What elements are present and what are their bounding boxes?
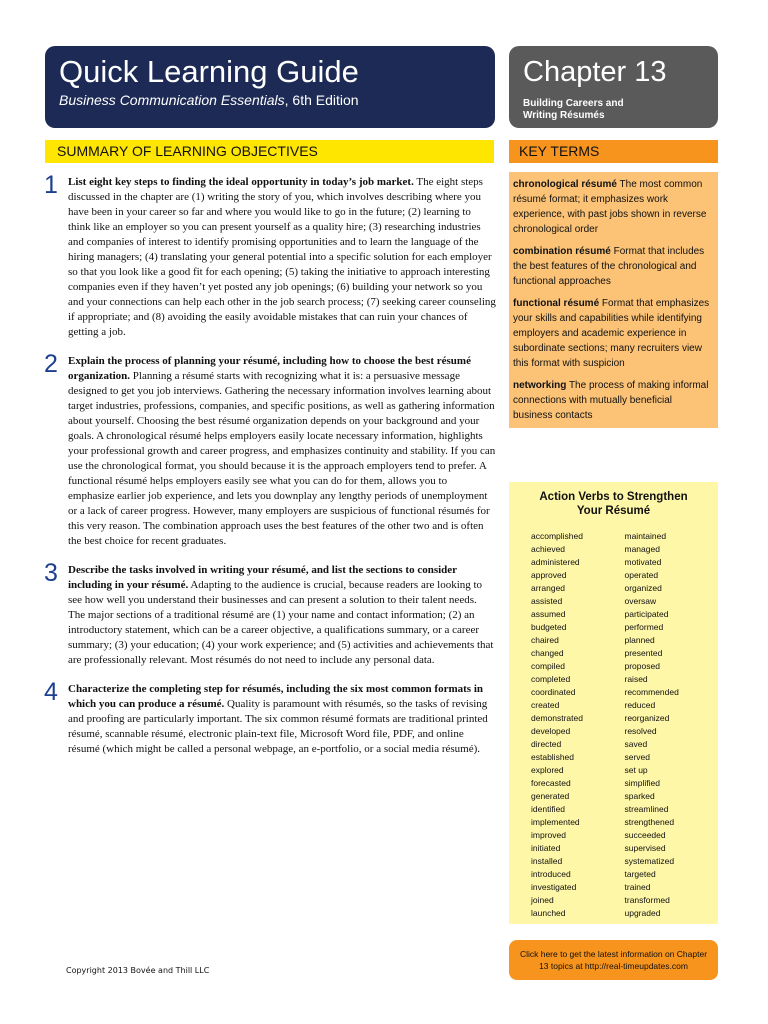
objective-text <box>68 682 496 757</box>
action-verb: supervised <box>624 843 666 853</box>
key-term <box>513 378 714 423</box>
term-definition: The most common résumé format; it emphasizes work experience, with past jobs shown in reverse chronological order <box>513 179 707 235</box>
action-verb: proposed <box>624 661 660 671</box>
guide-header <box>45 46 495 128</box>
action-verb: maintained <box>624 531 667 541</box>
action-verb: presented <box>624 648 663 658</box>
action-verb: administered <box>531 557 580 567</box>
real-time-updates-link[interactable] <box>509 940 718 980</box>
term-name: combination résumé <box>513 246 611 257</box>
cta-line2: 13 topics at http://real-timeupdates.com <box>539 961 688 971</box>
objective-body: Adapting to the audience is crucial, because readers are looking to see how well you understand their businesses and can present a solution to their talent needs. The major sections of a traditional résumé are (1) your name and contact information; (2) an introductory statement, which can be a career objective, a qualifications summary, or a career summary; (3) your education; (4) your work experience; and (5) activities and achievements that are professionally relevant. Most résumés do not need to include any personal data. <box>68 579 494 666</box>
action-verb: generated <box>531 791 570 801</box>
action-verb: targeted <box>624 869 656 879</box>
guide-title: Quick Learning Guide <box>59 54 359 89</box>
action-verb: changed <box>531 648 564 658</box>
action-verbs-heading-line2: Your Résumé <box>576 505 651 517</box>
action-verbs-column-2 <box>625 530 719 920</box>
action-verb: investigated <box>531 882 577 892</box>
action-verb: assumed <box>531 609 566 619</box>
cta-line1: Click here to get the latest information on Chapter <box>519 949 708 959</box>
action-verb: assisted <box>531 596 563 606</box>
action-verb: reorganized <box>624 713 670 723</box>
action-verb: developed <box>531 726 571 736</box>
term-definition: Format that emphasizes your skills and capabilities while identifying employers and academic experience in subordinate sections; many recruiters view this format with suspicion <box>513 298 710 369</box>
action-verb: approved <box>531 570 567 580</box>
objective-number: 4 <box>44 678 58 706</box>
action-verb: chaired <box>531 635 559 645</box>
action-verb: organized <box>624 583 662 593</box>
objective-lead: Explain the process of planning your résumé, including how to choose the best résumé organization. <box>68 355 471 382</box>
action-verb: oversaw <box>624 596 657 606</box>
action-verb: served <box>624 752 651 762</box>
term-name: functional résumé <box>513 298 600 309</box>
chapter-subtitle <box>523 98 704 122</box>
objective-body: Planning a résumé starts with recognizing what it is: a persuasive message designed to get you job interviews. Gathering the necessary information involves learning about target industries, professions, companies, and specific positions, as well as gathering information about yourself. Choosing the best résumé organization depends on your background and your goals. A chronological résumé helps employers easily locate necessary information, highlights your professional growth and career progress, and emphasizes continuity and stability. If you can use the chronological format, you should because it is the approach employers tend to prefer. A functional résumé helps employers easily see what you can do for them, allows you to emphasize earlier job experience, and lets you downplay any lengthy periods of unemployment or a lack of career progress. However, many employers are suspicious of functional résumés for this very reason. The combination approach uses the best features of the other two and is often the best choice for recent graduates. <box>68 370 496 547</box>
action-verb: performed <box>624 622 664 632</box>
objective-lead: Characterize the completing step for résumés, including the six most common formats in which you can produce a résumé. <box>68 683 483 710</box>
action-verb: sparked <box>624 791 655 801</box>
objective-number: 2 <box>44 350 58 378</box>
objective-text <box>68 354 496 549</box>
action-verbs-heading <box>509 482 718 526</box>
chapter-subtitle-line2: Writing Résumés <box>523 110 605 121</box>
objective-lead: Describe the tasks involved in writing your résumé, and list the sections to consider including in your résumé. <box>68 564 457 591</box>
action-verb: transformed <box>624 895 670 905</box>
action-verb: identified <box>531 804 566 814</box>
action-verb: streamlined <box>624 804 669 814</box>
action-verb: recommended <box>624 687 679 697</box>
objective-item <box>44 350 496 549</box>
objective-body: Quality is paramount with résumés, so the tasks of revising and proofing are particularly important. The six common résumé formats are traditional printed résumé, scannable résumé, electronic plain-text file, Microsoft Word file, PDF, and online résumé (which might be called a personal webpage, an e-portfolio, or a social media résumé). <box>68 698 488 755</box>
action-verb: improved <box>531 830 566 840</box>
action-verb: simplified <box>624 778 660 788</box>
action-verb: established <box>531 752 575 762</box>
term-name: networking <box>513 380 567 391</box>
action-verb: initiated <box>531 843 561 853</box>
action-verb: completed <box>531 674 571 684</box>
objective-item <box>44 678 496 757</box>
action-verb: explored <box>531 765 564 775</box>
term-definition: Format that includes the best features of the chronological and functional approaches <box>513 246 705 287</box>
book-title: Business Communication Essentials <box>59 92 285 108</box>
objective-item <box>44 559 496 668</box>
action-verb: systematized <box>624 856 675 866</box>
action-verbs-heading-line1: Action Verbs to Strengthen <box>539 491 688 503</box>
action-verb: achieved <box>531 544 566 554</box>
key-terms-box <box>509 172 718 428</box>
action-verb: directed <box>531 739 562 749</box>
objectives-list <box>44 171 496 771</box>
action-verb: demonstrated <box>531 713 583 723</box>
action-verbs-column-1 <box>531 530 625 920</box>
chapter-number: Chapter 13 <box>523 56 667 88</box>
key-terms-banner: KEY TERMS <box>509 140 718 163</box>
action-verb: introduced <box>531 869 571 879</box>
objectives-banner: SUMMARY OF LEARNING OBJECTIVES <box>45 140 494 163</box>
objective-body: The eight steps discussed in the chapter are (1) writing the story of you, which involves describing where you have been in your career so far and where you would like to go in the future; (2) learning to think like an employer so you can present yourself as a quality hire; (3) researching industries and companies of interest to identify promising opportunities and to learn the language of the hiring managers; (4) translating your general potential into a specific solution for each employer so that you look like a good fit for each opening; (5) taking the initiative to approach interesting companies even if they haven’t yet posted any job openings; (6) building your network so you and your connections can help each other in the job search process; (7) seeking career counseling if appropriate; and (8) avoiding the easily avoidable mistakes that can ruin your chances of getting a job. <box>68 176 496 338</box>
action-verb: motivated <box>624 557 662 567</box>
objective-item <box>44 171 496 340</box>
action-verb: forecasted <box>531 778 571 788</box>
action-verb: joined <box>531 895 554 905</box>
action-verb: succeeded <box>624 830 666 840</box>
action-verb: managed <box>624 544 660 554</box>
edition: , 6th Edition <box>284 92 359 108</box>
action-verb: trained <box>624 882 651 892</box>
action-verb: planned <box>624 635 655 645</box>
objective-text <box>68 563 496 668</box>
action-verb: arranged <box>531 583 566 593</box>
term-definition: The process of making informal connections with mutually beneficial business contacts <box>513 380 709 421</box>
chapter-subtitle-line1: Building Careers and <box>523 98 624 109</box>
action-verb: accomplished <box>531 531 583 541</box>
action-verb: operated <box>624 570 659 580</box>
objective-lead: List eight key steps to finding the ideal opportunity in today’s job market. <box>68 176 414 188</box>
action-verb: budgeted <box>531 622 567 632</box>
objective-text <box>68 175 496 340</box>
key-term <box>513 177 714 237</box>
key-term <box>513 244 714 289</box>
objective-number: 1 <box>44 171 58 199</box>
key-term <box>513 296 714 371</box>
action-verb: saved <box>624 739 648 749</box>
action-verb: strengthened <box>624 817 675 827</box>
action-verb: launched <box>531 908 566 918</box>
guide-subtitle <box>59 92 481 108</box>
action-verbs-box <box>509 482 718 924</box>
term-name: chronological résumé <box>513 179 617 190</box>
objective-number: 3 <box>44 559 58 587</box>
action-verb: created <box>531 700 560 710</box>
action-verb: upgraded <box>624 908 661 918</box>
action-verbs-grid <box>509 526 718 920</box>
action-verb: reduced <box>624 700 656 710</box>
action-verb: resolved <box>624 726 657 736</box>
action-verb: installed <box>531 856 563 866</box>
action-verb: compiled <box>531 661 566 671</box>
chapter-header <box>509 46 718 128</box>
copyright-notice: Copyright 2013 Bovée and Thill LLC <box>66 966 210 975</box>
action-verb: participated <box>624 609 669 619</box>
action-verb: implemented <box>531 817 580 827</box>
action-verb: set up <box>624 765 648 775</box>
action-verb: coordinated <box>531 687 576 697</box>
action-verb: raised <box>624 674 648 684</box>
